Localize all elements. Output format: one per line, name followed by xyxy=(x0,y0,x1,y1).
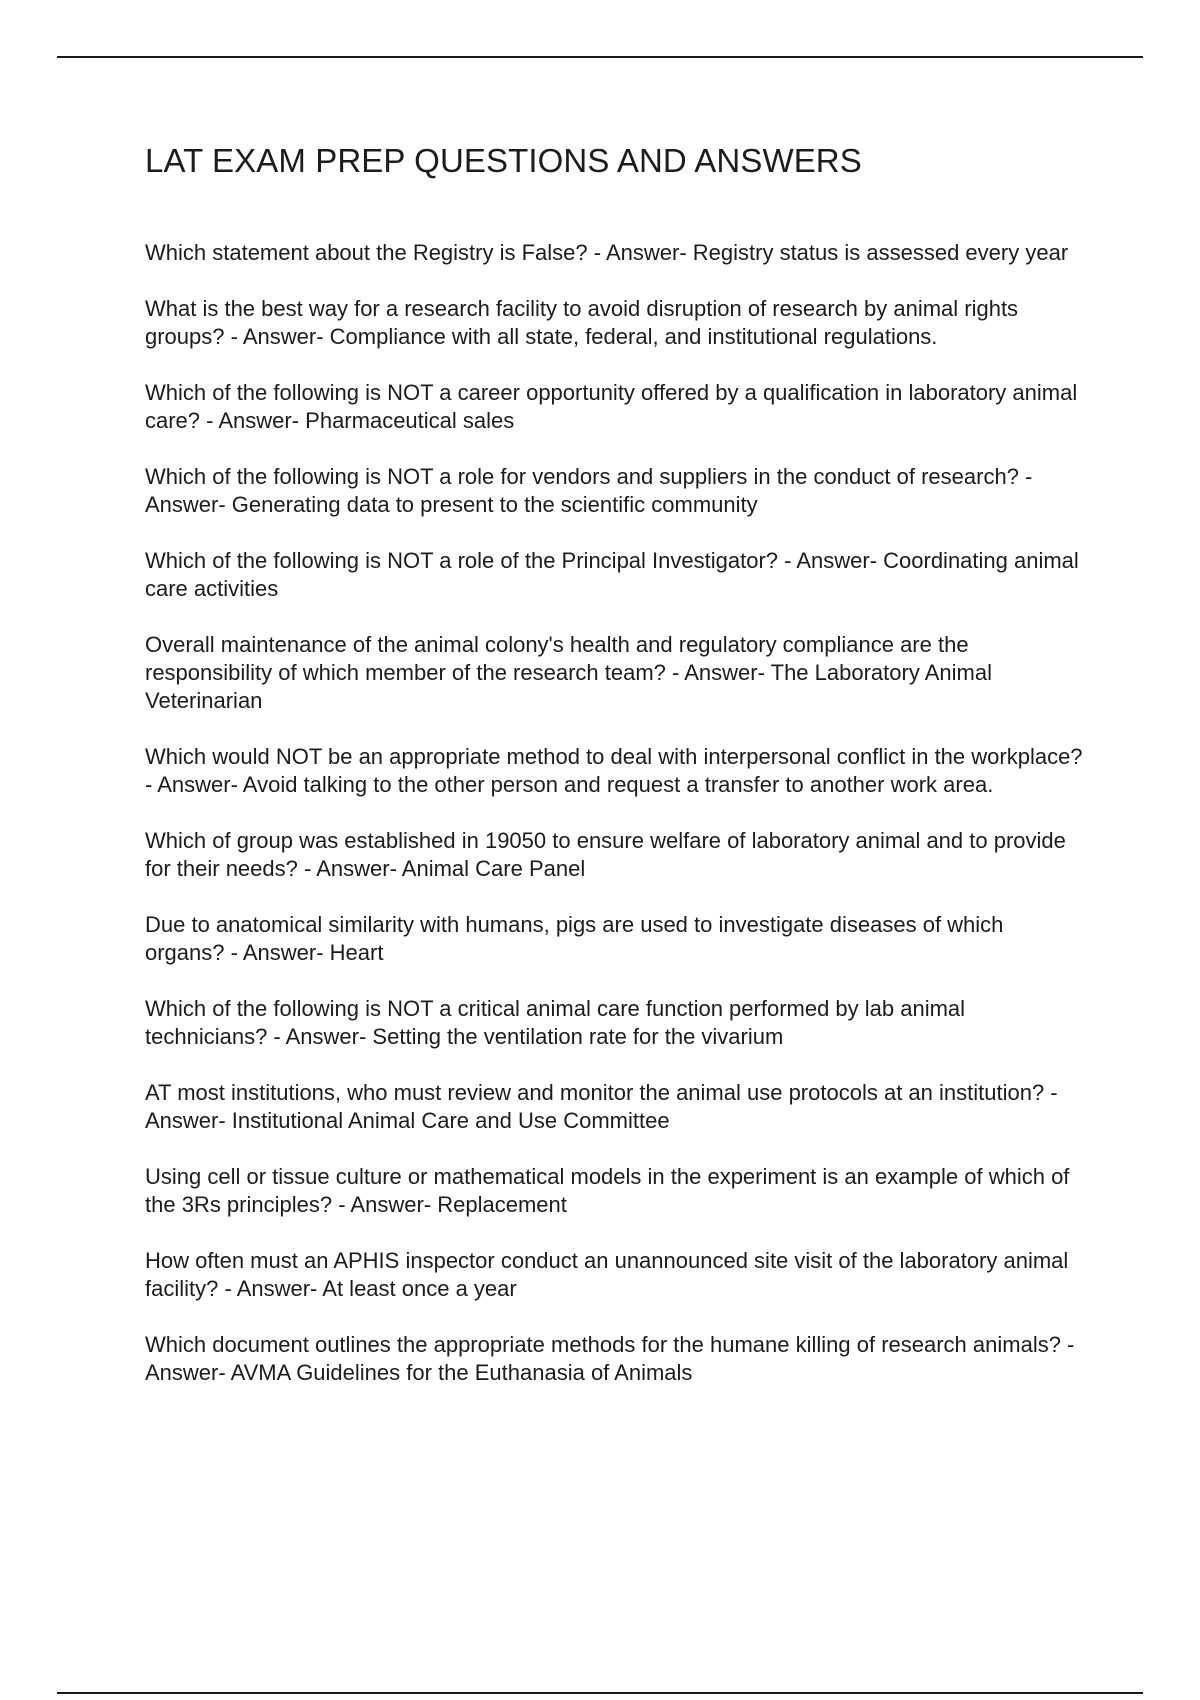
top-divider xyxy=(57,56,1143,58)
qa-item: Which would NOT be an appropriate method to deal with interpersonal conflict in the workplace? - Answer- Avoid talking to the other person and request a transfer to another work area. xyxy=(145,744,1083,798)
qa-item: Using cell or tissue culture or mathematical models in the experiment is an example of which of the 3Rs principles? - Answer- Replacement xyxy=(145,1164,1070,1218)
qa-item: Which of the following is NOT a career opportunity offered by a qualification in laboratory animal care? - Answer- Pharmaceutical sales xyxy=(145,380,1078,434)
qa-item: Overall maintenance of the animal colony's health and regulatory compliance are the responsibility of which member of the research team? - Answer- The Laboratory Animal Veterinarian xyxy=(145,632,992,714)
qa-item: Which of group was established in 19050 to ensure welfare of laboratory animal and to provide for their needs? - Answer- Animal Care Panel xyxy=(145,828,1066,882)
qa-item: How often must an APHIS inspector conduct an unannounced site visit of the laboratory animal facility? - Answer- At least once a year xyxy=(145,1248,1069,1302)
qa-item: Due to anatomical similarity with humans, pigs are used to investigate diseases of which organs? - Answer- Heart xyxy=(145,912,1004,966)
qa-item: AT most institutions, who must review and monitor the animal use protocols at an institution? - Answer- Institutional Animal Care and Use Committee xyxy=(145,1080,1058,1134)
page-title: LAT EXAM PREP QUESTIONS AND ANSWERS xyxy=(145,142,862,179)
qa-item: Which of the following is NOT a role for vendors and suppliers in the conduct of research? - Answer- Generating data to present to the scientific community xyxy=(145,464,1033,518)
qa-item: What is the best way for a research facility to avoid disruption of research by animal rights groups? - Answer- Compliance with all state, federal, and institutional regulations. xyxy=(145,296,1019,350)
qa-item: Which document outlines the appropriate methods for the humane killing of research animals? - Answer- AVMA Guidelines for the Euthanasia of Animals xyxy=(145,1332,1075,1386)
bottom-divider xyxy=(57,1692,1143,1694)
qa-item: Which of the following is NOT a critical animal care function performed by lab animal technicians? - Answer- Setting the ventilation rate for the vivarium xyxy=(145,996,966,1050)
qa-item: Which of the following is NOT a role of the Principal Investigator? - Answer- Coordinating animal care activities xyxy=(145,548,1079,602)
document-body xyxy=(145,143,1085,1415)
qa-item: Which statement about the Registry is False? - Answer- Registry status is assessed every year xyxy=(145,240,1069,266)
